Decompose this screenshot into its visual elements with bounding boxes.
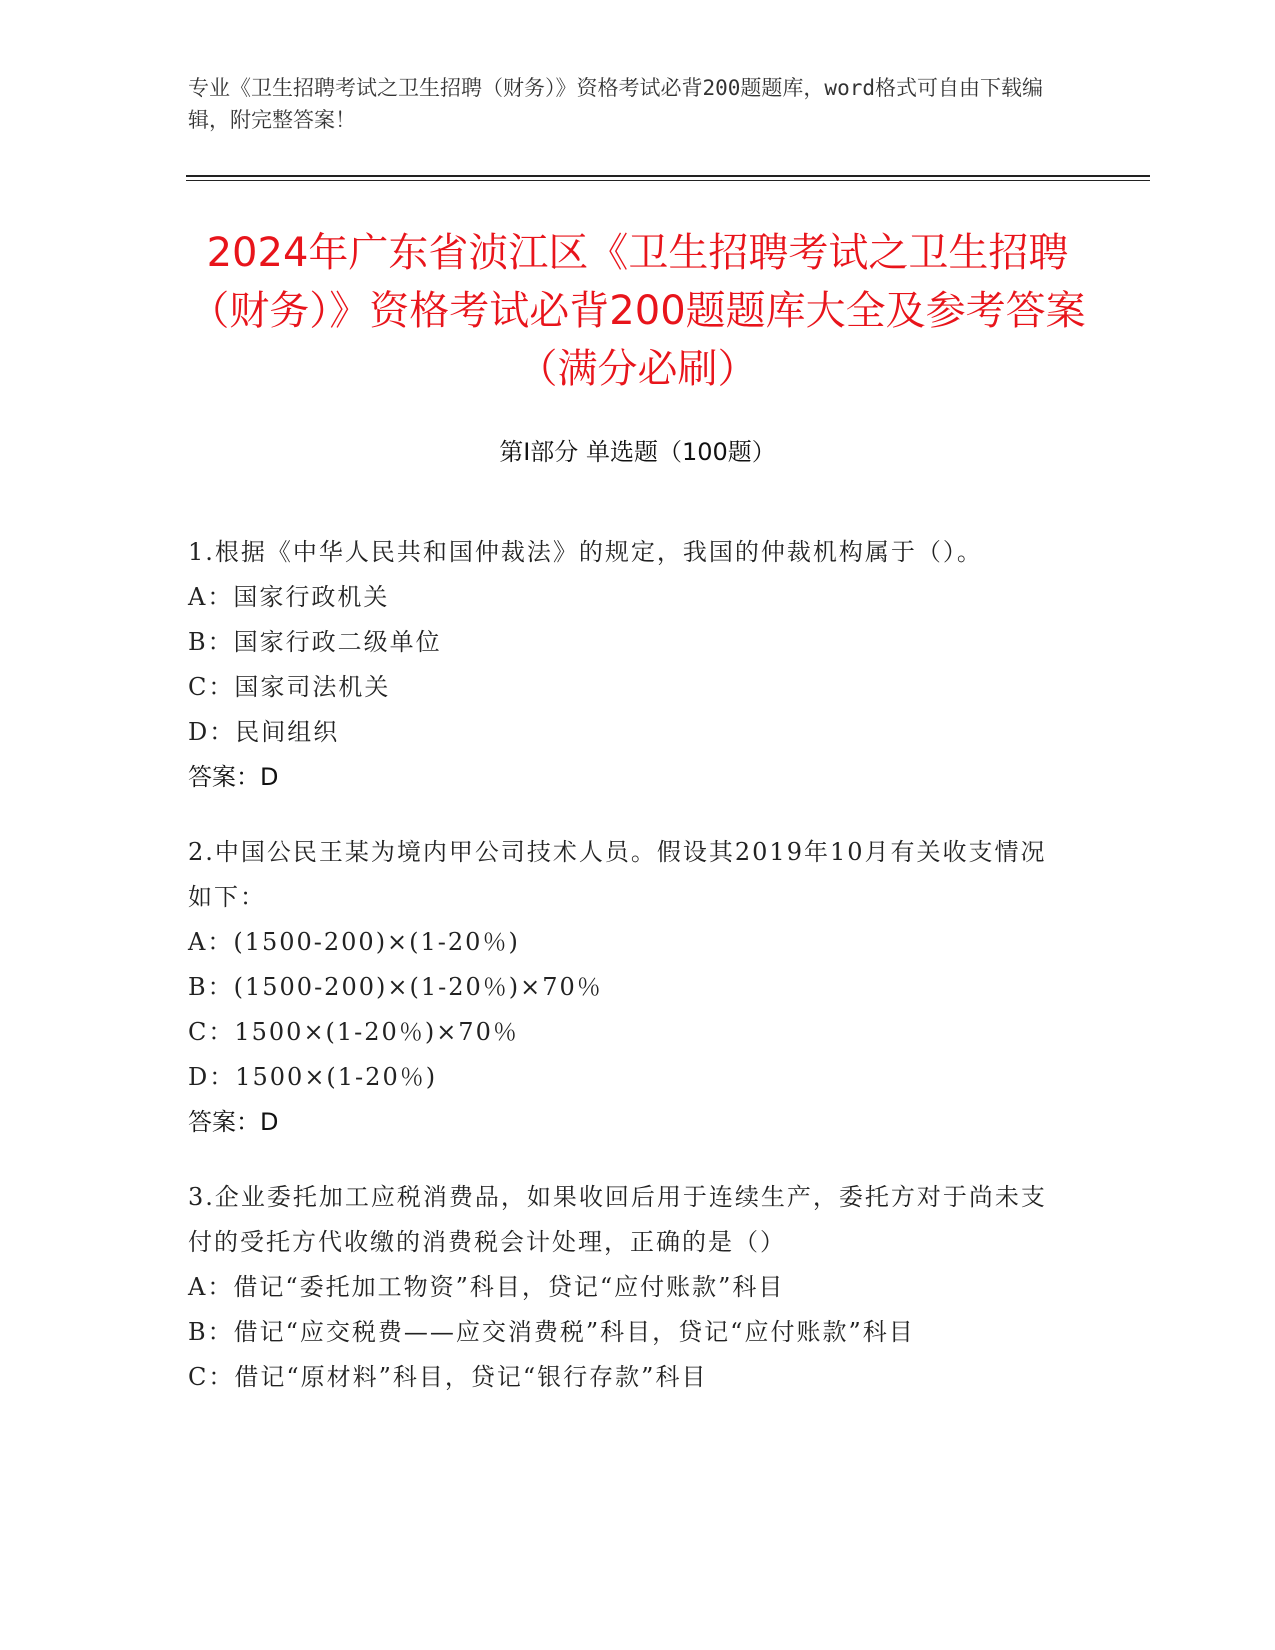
option-d: D：民间组织 (188, 718, 340, 746)
section-title: 第Ⅰ部分 单选题（100题） (499, 438, 776, 466)
header-divider-thin (186, 180, 1150, 181)
answer: 答案：D (188, 1108, 279, 1136)
option-b: B：(1500-200)×(1-20％)×70％ (188, 973, 603, 1001)
header-divider (186, 175, 1150, 177)
answer: 答案：D (188, 763, 279, 791)
question-stem: 1.根据《中华人民共和国仲裁法》的规定，我国的仲裁机构属于（）。 (188, 538, 983, 566)
option-b: B：国家行政二级单位 (188, 628, 442, 656)
option-c: C：国家司法机关 (188, 673, 391, 701)
option-a: A：国家行政机关 (188, 583, 390, 611)
document-title: 2024年广东省浈江区《卫生招聘考试之卫生招聘（财务）》资格考试必背200题题库大全及参考答案（满分必刷） (189, 230, 1086, 392)
option-a: A：(1500-200)×(1-20％) (188, 928, 520, 956)
header-note: 专业《卫生招聘考试之卫生招聘（财务）》资格考试必背200题题库，word格式可自由下载编辑，附完整答案！ (188, 76, 1043, 132)
question-item (188, 1175, 1068, 1400)
option-c: C：1500×(1-20％)×70％ (188, 1018, 519, 1046)
question-item (188, 830, 1068, 1145)
question-stem: 3.企业委托加工应税消费品，如果收回后用于连续生产，委托方对于尚未支付的受托方代收缴的消费税会计处理，正确的是（） (188, 1183, 1047, 1256)
option-d: D：1500×(1-20％) (188, 1063, 438, 1091)
question-list (188, 530, 1068, 1430)
option-b: B：借记“应交税费——应交消费税”科目，贷记“应付账款”科目 (188, 1318, 915, 1346)
option-c: C：借记“原材料”科目，贷记“银行存款”科目 (188, 1363, 708, 1391)
question-stem: 2.中国公民王某为境内甲公司技术人员。假设其2019年10月有关收支情况如下： (188, 838, 1047, 911)
question-item (188, 530, 1068, 800)
option-a: A：借记“委托加工物资”科目，贷记“应付账款”科目 (188, 1273, 785, 1301)
